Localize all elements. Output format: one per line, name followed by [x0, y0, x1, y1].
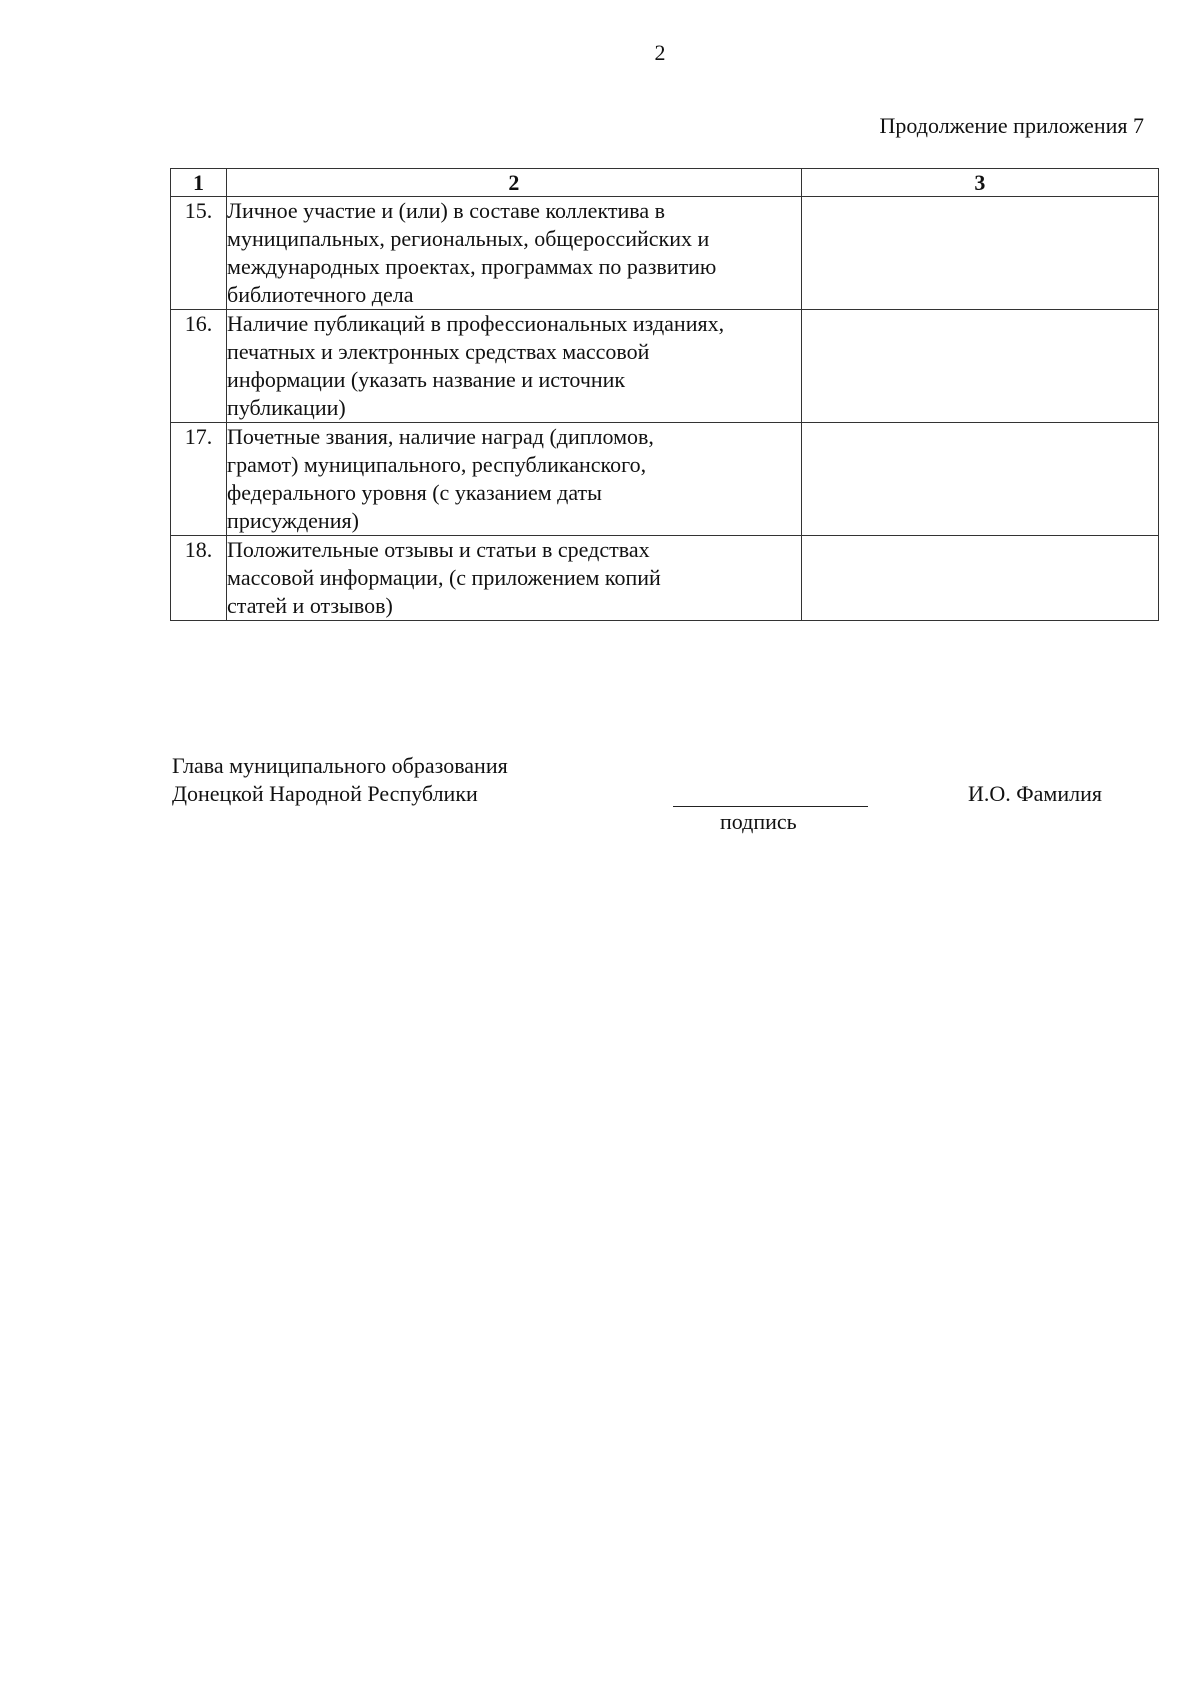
table-header-row	[171, 169, 1159, 197]
criterion-line: информации (указать название и источник	[227, 367, 626, 392]
row-value	[801, 310, 1158, 423]
row-criterion	[227, 536, 802, 621]
column-header-criterion: 2	[227, 169, 802, 197]
row-number: 16.	[171, 310, 227, 423]
criterion-line: международных проектах, программах по развитию	[227, 254, 717, 279]
position-line: Глава муниципального образования	[172, 753, 508, 778]
signature-position	[172, 752, 508, 808]
criterion-line: федерального уровня (с указанием даты	[227, 480, 602, 505]
table-row	[171, 197, 1159, 310]
row-criterion	[227, 310, 802, 423]
criterion-line: Почетные звания, наличие наград (дипломов,	[227, 424, 654, 449]
column-header-number: 1	[171, 169, 227, 197]
table-row	[171, 536, 1159, 621]
signature-line	[673, 806, 868, 807]
criterion-line: грамот) муниципального, республиканского,	[227, 452, 647, 477]
criterion-line: муниципальных, региональных, общероссийских и	[227, 226, 710, 251]
row-number: 15.	[171, 197, 227, 310]
row-value	[801, 536, 1158, 621]
criterion-line: публикации)	[227, 395, 346, 420]
signatory-name: И.О. Фамилия	[968, 781, 1102, 806]
row-value	[801, 197, 1158, 310]
criterion-line: библиотечного дела	[227, 282, 414, 307]
criterion-line: Личное участие и (или) в составе коллектива в	[227, 198, 665, 223]
table-row	[171, 423, 1159, 536]
appendix-table	[170, 168, 1159, 621]
table-row	[171, 310, 1159, 423]
continuation-label: Продолжение приложения 7	[879, 113, 1144, 138]
row-criterion	[227, 197, 802, 310]
page-number: 2	[654, 40, 666, 65]
criterion-line: статей и отзывов)	[227, 593, 393, 618]
column-header-value: 3	[801, 169, 1158, 197]
criterion-line: печатных и электронных средствах массовой	[227, 339, 650, 364]
criterion-line: Положительные отзывы и статьи в средствах	[227, 537, 650, 562]
row-number: 18.	[171, 536, 227, 621]
row-criterion	[227, 423, 802, 536]
row-value	[801, 423, 1158, 536]
criterion-line: присуждения)	[227, 508, 359, 533]
position-line: Донецкой Народной Республики	[172, 781, 478, 806]
row-number: 17.	[171, 423, 227, 536]
criterion-line: массовой информации, (с приложением копий	[227, 565, 661, 590]
signature-caption: подпись	[720, 809, 797, 834]
criterion-line: Наличие публикаций в профессиональных изданиях,	[227, 311, 725, 336]
